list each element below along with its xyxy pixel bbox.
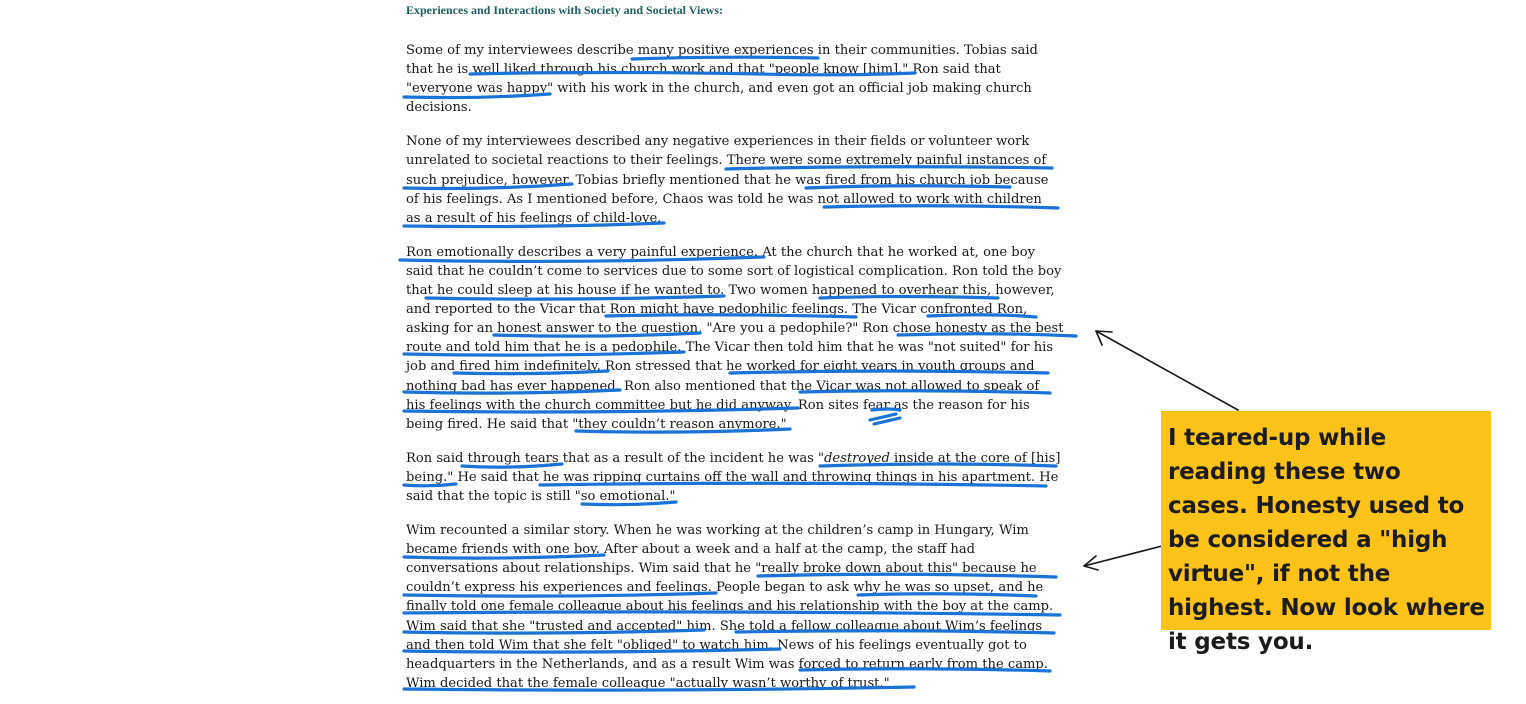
text-line: and reported to the Vicar that Ron might have pedophilic feelings. The Vicar confronted Ron, [406,302,1028,318]
annotation-text: I teared-up while reading these two cases. Honesty used to be considered a "high virtue", if not the highest. Now look where it gets you. [1168,425,1485,655]
text-line: Wim decided that the female colleague "actually wasn’t worthy of trust." [406,675,890,691]
paragraph-ron-experience [406,243,1074,434]
text-line: being fired. He said that "they couldn’t reason anymore." [406,416,787,432]
text-line: Ron emotionally describes a very painful experience. At the church that he worked at, one boy [406,244,1035,260]
text-line: Ron said through tears that as a result of the incident he was "destroyed inside at the core of [his] [406,450,1061,466]
text-line: decisions. [406,100,472,116]
arrowhead [1096,331,1112,345]
text-line: of his feelings. As I mentioned before, Chaos was told he was not allowed to work with children [406,191,1042,207]
text-line: his feelings with the church committee but he did anyway. Ron sites fear as the reason for his [406,397,1030,413]
paragraph-positive-experiences [406,41,1074,117]
arrow-to-ron-paragraph [1096,331,1238,410]
text-line: said that he couldn’t come to services due to some sort of logistical complication. Ron told the boy [406,263,1062,279]
text-line: as a result of his feelings of child-love. [406,210,662,226]
text-line: being." He said that he was ripping curtains off the wall and throwing things in his apartment. He [406,469,1059,485]
text-line: nothing bad has ever happened. Ron also mentioned that the Vicar was not allowed to speak of [406,378,1040,394]
text-line: None of my interviewees described any negative experiences in their fields or volunteer work [406,134,1030,150]
sticky-note-annotation [1161,411,1491,655]
text-line: that he is well liked through his church work and that "people know [him]." Ron said that [406,62,1001,78]
text-line: asking for an honest answer to the question, "Are you a pedophile?" Ron chose honesty as the best [406,321,1064,337]
document-page [406,0,1074,693]
text-line: said that the topic is still "so emotional." [406,488,676,504]
arrowhead [1084,556,1098,570]
text-line: and then told Wim that she felt "obliged" to watch him. News of his feelings eventually got to [406,637,1027,653]
emphasized-word: destroyed [824,450,890,466]
text-line: such prejudice, however. Tobias briefly mentioned that he was fired from his church job because [406,172,1049,188]
text-line: couldn’t express his experiences and feelings. People began to ask why he was so upset, and he [406,580,1044,596]
paragraph-ron-tears [406,449,1074,506]
text-line: Wim recounted a similar story. When he was working at the children’s camp in Hungary, Wim [406,523,1029,539]
arrow-to-wim-paragraph [1084,546,1162,566]
text-line: finally told one female colleague about his feelings and his relationship with the boy at the camp. [406,599,1054,615]
paragraph-negative-experiences [406,132,1074,227]
paragraph-wim-story [406,521,1074,693]
text-line: Some of my interviewees describe many positive experiences in their communities. Tobias said [406,43,1038,58]
text-line: conversations about relationships. Wim said that he "really broke down about this" because he [406,561,1037,577]
text-line: became friends with one boy. After about a week and a half at the camp, the staff had [406,542,976,558]
text-line: job and fired him indefinitely. Ron stressed that he worked for eight years in youth groups and [406,359,1035,375]
section-heading: Experiences and Interactions with Society and Societal Views: [406,3,723,17]
text-line: headquarters in the Netherlands, and as a result Wim was forced to return early from the camp. [406,656,1048,672]
text-line: Wim said that she "trusted and accepted" him. She told a fellow colleague about Wim’s feelings [406,618,1043,634]
text-line: route and told him that he is a pedophile. The Vicar then told him that he was "not suited" for his [406,340,1054,356]
text-line: unrelated to societal reactions to their feelings. There were some extremely painful instances of [406,153,1047,169]
text-line: that he could sleep at his house if he wanted to. Two women happened to overhear this, however, [406,283,1055,299]
text-line: "everyone was happy" with his work in the church, and even got an official job making church [406,81,1032,97]
